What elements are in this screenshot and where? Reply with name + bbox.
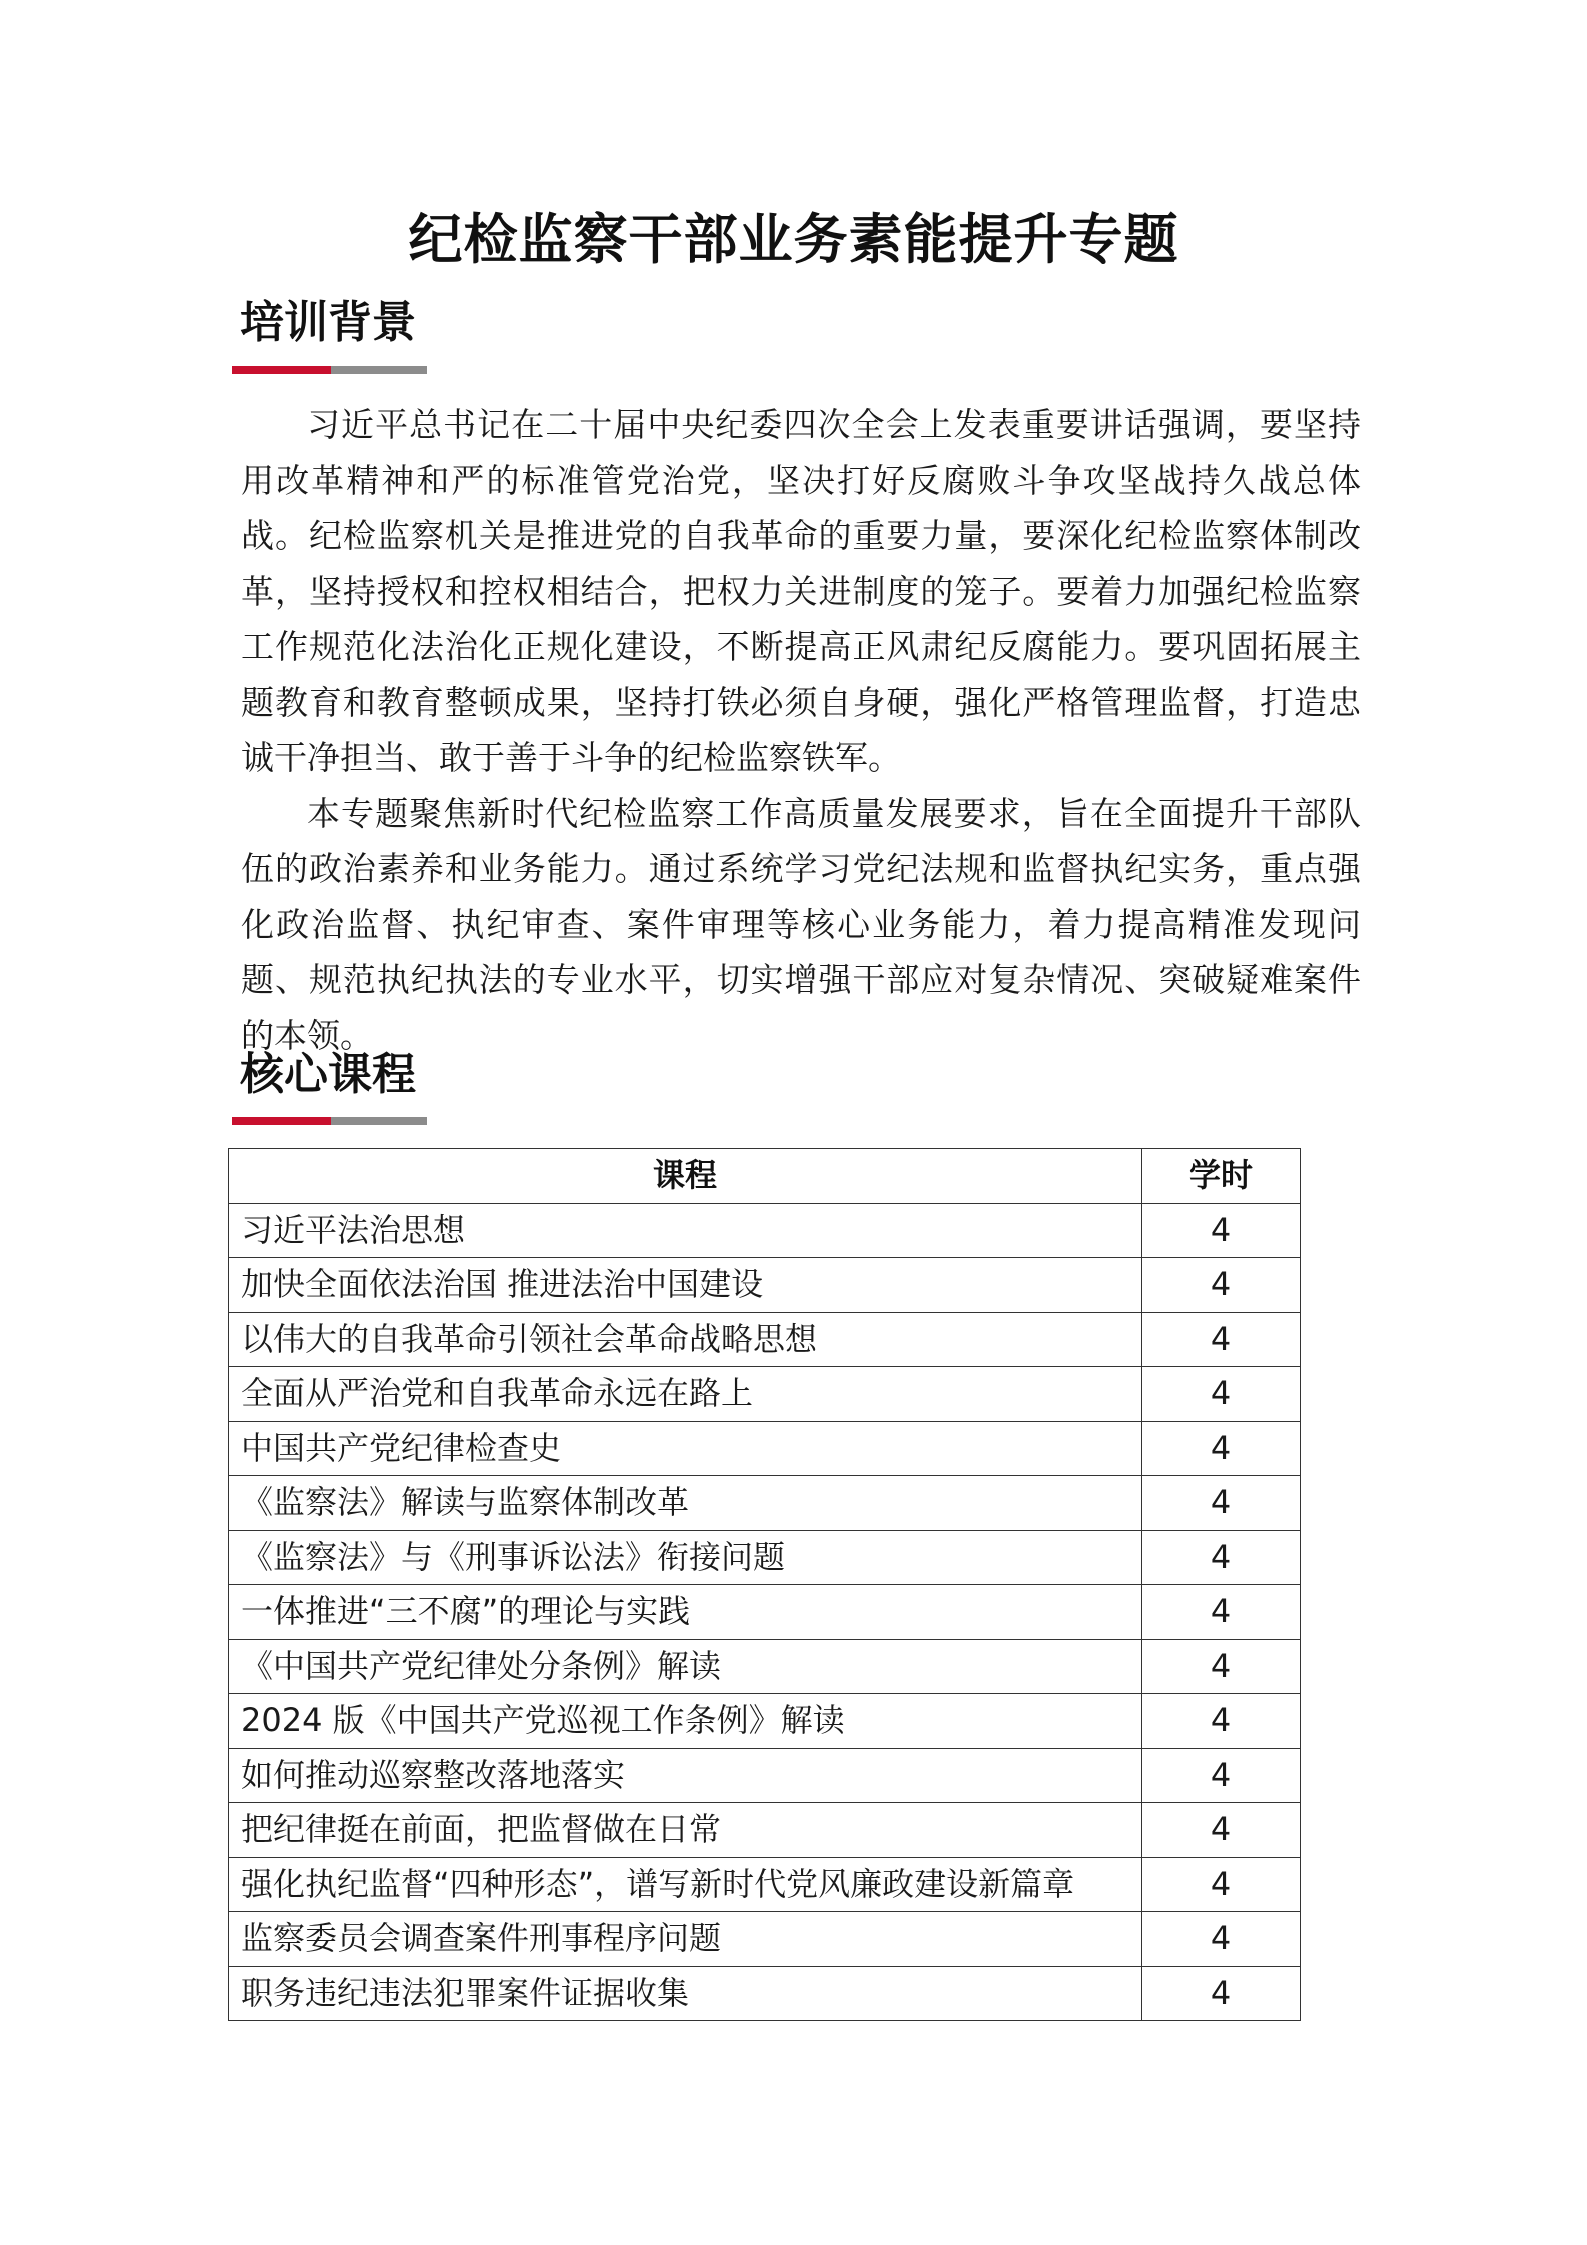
table-row	[229, 1476, 1301, 1531]
course-hours: 4	[1142, 1639, 1301, 1694]
course-name: 监察委员会调查案件刑事程序问题	[229, 1912, 1142, 1967]
table-row	[229, 1966, 1301, 2021]
course-hours: 4	[1142, 1258, 1301, 1313]
course-hours: 4	[1142, 1966, 1301, 2021]
table-row	[229, 1912, 1301, 1967]
course-hours: 4	[1142, 1748, 1301, 1803]
hours-column-header: 学时	[1142, 1149, 1301, 1204]
underline-gray-segment	[331, 366, 427, 374]
course-name: 《中国共产党纪律处分条例》解读	[229, 1639, 1142, 1694]
course-name: 职务违纪违法犯罪案件证据收集	[229, 1966, 1142, 2021]
course-name: 加快全面依法治国 推进法治中国建设	[229, 1258, 1142, 1313]
course-name: 一体推进“三不腐”的理论与实践	[229, 1585, 1142, 1640]
table-row	[229, 1803, 1301, 1858]
course-name: 中国共产党纪律检查史	[229, 1421, 1142, 1476]
table-row	[229, 1367, 1301, 1422]
course-hours: 4	[1142, 1857, 1301, 1912]
underline-gray-segment	[331, 1117, 427, 1125]
table-row	[229, 1258, 1301, 1313]
table-row	[229, 1203, 1301, 1258]
course-hours: 4	[1142, 1203, 1301, 1258]
table-row	[229, 1748, 1301, 1803]
table-row	[229, 1694, 1301, 1749]
background-heading: 培训背景	[240, 297, 416, 348]
course-hours: 4	[1142, 1530, 1301, 1585]
courses-heading-underline	[232, 1117, 427, 1125]
course-name: 习近平法治思想	[229, 1203, 1142, 1258]
course-column-header: 课程	[229, 1149, 1142, 1204]
course-hours: 4	[1142, 1312, 1301, 1367]
course-hours: 4	[1142, 1694, 1301, 1749]
course-name: 以伟大的自我革命引领社会革命战略思想	[229, 1312, 1142, 1367]
table-row	[229, 1857, 1301, 1912]
background-body	[241, 397, 1361, 1063]
course-table	[228, 1148, 1301, 2021]
table-row	[229, 1585, 1301, 1640]
course-hours: 4	[1142, 1421, 1301, 1476]
course-name: 如何推动巡察整改落地落实	[229, 1748, 1142, 1803]
table-header-row	[229, 1149, 1301, 1204]
course-hours: 4	[1142, 1367, 1301, 1422]
background-paragraph-1: 习近平总书记在二十届中央纪委四次全会上发表重要讲话强调，要坚持用改革精神和严的标准管党治党，坚决打好反腐败斗争攻坚战持久战总体战。纪检监察机关是推进党的自我革命的重要力量，要深化纪检监察体制改革，坚持授权和控权相结合，把权力关进制度的笼子。要着力加强纪检监察工作规范化法治化正规化建设，不断提高正风肃纪反腐能力。要巩固拓展主题教育和教育整顿成果，坚持打铁必须自身硬，强化严格管理监督，打造忠诚干净担当、敢于善于斗争的纪检监察铁军。	[241, 405, 1361, 777]
course-name: 把纪律挺在前面，把监督做在日常	[229, 1803, 1142, 1858]
course-name: 《监察法》解读与监察体制改革	[229, 1476, 1142, 1531]
table-row	[229, 1421, 1301, 1476]
course-name: 强化执纪监督“四种形态”，谱写新时代党风廉政建设新篇章	[229, 1857, 1142, 1912]
table-row	[229, 1639, 1301, 1694]
courses-heading: 核心课程	[240, 1049, 416, 1100]
course-name: 《监察法》与《刑事诉讼法》衔接问题	[229, 1530, 1142, 1585]
course-hours: 4	[1142, 1912, 1301, 1967]
table-row	[229, 1312, 1301, 1367]
underline-red-segment	[232, 366, 331, 374]
course-name: 2024 版《中国共产党巡视工作条例》解读	[229, 1694, 1142, 1749]
table-row	[229, 1530, 1301, 1585]
background-paragraph-2: 本专题聚焦新时代纪检监察工作高质量发展要求，旨在全面提升干部队伍的政治素养和业务能力。通过系统学习党纪法规和监督执纪实务，重点强化政治监督、执纪审查、案件审理等核心业务能力，着力提高精准发现问题、规范执纪执法的专业水平，切实增强干部应对复杂情况、突破疑难案件的本领。	[241, 793, 1361, 1055]
page-title: 纪检监察干部业务素能提升专题	[408, 208, 1179, 271]
course-hours: 4	[1142, 1585, 1301, 1640]
background-heading-underline	[232, 366, 427, 374]
course-name: 全面从严治党和自我革命永远在路上	[229, 1367, 1142, 1422]
course-hours: 4	[1142, 1476, 1301, 1531]
course-hours: 4	[1142, 1803, 1301, 1858]
underline-red-segment	[232, 1117, 331, 1125]
